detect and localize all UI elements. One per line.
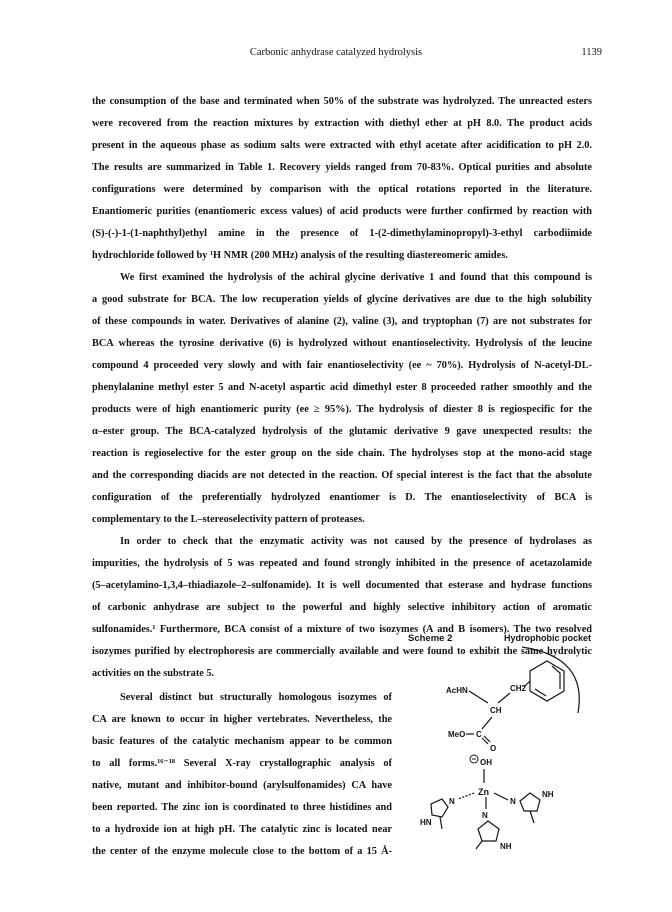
text-line: reaction is regioselective for the ester group on the side chain. The hydrolyses stop at the mono-acid stage — [92, 448, 592, 459]
text-line: a good substrate for BCA. The low recuperation yields of glycine derivatives are due to the high solubility — [92, 294, 592, 305]
text-line: and the corresponding diacids are not detected in the reaction. Of special interest is the fact that the absolute — [92, 470, 592, 481]
text-line: In order to check that the enzymatic activity was not caused by the presence of hydrolases as — [120, 536, 592, 547]
text-line: phenylalanine methyl ester 5 and N-acetyl aspartic acid dimethyl ester 8 proceeded rather smoothly and the — [92, 382, 592, 393]
carbonyl-c-label: C — [476, 730, 482, 739]
ch-label: CH — [490, 706, 502, 715]
text-line: to all forms.¹⁶⁻¹⁸ Several X-ray crystallographic analysis of — [92, 758, 392, 769]
bottom-imidazole-n-label: N — [482, 811, 488, 820]
text-line: of carbonic anhydrase are subject to the powerful and highly selective inhibitory action of aromatic — [92, 602, 592, 613]
text-line: The results are summarized in Table 1. Recovery yields ranged from 70-83%. Optical purities and absolute — [92, 162, 592, 173]
left-imidazole-hn-label: HN — [420, 818, 432, 827]
hydrophobic-pocket-label: Hydrophobic pocket — [504, 633, 592, 643]
bond — [469, 691, 488, 703]
benzene-ring — [530, 661, 564, 701]
text-line: activities on the substrate 5. — [92, 668, 215, 679]
text-line: of these compounds in water. Derivatives of alanine (2), valine (3), and tryptophan (7) are not substrates for — [92, 316, 592, 327]
right-imidazole-n-label: N — [510, 797, 516, 806]
text-line: α–ester group. The BCA-catalyzed hydrolysis of the glutamic derivative 9 gave unexpected results: the — [92, 426, 592, 437]
bond — [530, 811, 534, 823]
left-imidazole-n-label: N — [449, 797, 455, 806]
ch2-label: CH2 — [510, 684, 527, 693]
text-line: been reported. The zinc ion is coordinated to three histidines and — [92, 802, 392, 813]
text-line: complementary to the L–stereoselectivity pattern of proteases. — [92, 514, 365, 525]
bottom-imidazole-ring — [478, 821, 499, 841]
text-line: were recovered from the reaction mixtures by extraction with diethyl ether at pH 8.0. The product acids — [92, 118, 592, 129]
bond — [498, 693, 510, 703]
text-line: present in the aqueous phase as sodium salts were extracted with ethyl acetate after acidification to pH 2.0. — [92, 140, 592, 151]
page-number: 1139 — [581, 47, 602, 58]
text-line: (5–acetylamino-1,3,4–thiadiazole–2–sulfonamide). It is well documented that esterase and hydrase functions — [92, 580, 592, 591]
bond — [482, 717, 492, 729]
text-line: sulfonamides.¹ Furthermore, BCA consist of a mixture of two isozymes (A and B isomers). The two resolved — [92, 624, 592, 635]
scheme-title: Scheme 2 — [408, 633, 453, 644]
text-line: basic features of the catalytic mechanism appear to be common — [92, 736, 392, 747]
text-line: impurities, the hydrolysis of 5 was repeated and found strongly inhibited in the presence of acetazolamide — [92, 558, 592, 569]
text-line: We first examined the hydrolysis of the achiral glycine derivative 1 and found that this compound is — [120, 272, 592, 283]
aromatic-bond — [552, 666, 560, 689]
text-line: native, mutant and inhibitor-bound (arylsulfonamides) CA have — [92, 780, 392, 791]
text-line: compound 4 proceeded very slowly and with fair enantioselectivity (ee ~ 70%). Hydrolysis of N-acetyl-DL- — [92, 360, 592, 371]
running-title: Carbonic anhydrase catalyzed hydrolysis — [249, 47, 423, 58]
text-line: configurations were determined by comparison with the optical rotations reported in the literature. — [92, 184, 592, 195]
text-line: the consumption of the base and terminated when 50% of the substrate was hydrolyzed. The unreacted esters — [92, 96, 592, 107]
text-line: Several distinct but structurally homologous isozymes of — [120, 692, 392, 703]
text-line: CA are known to occur in higher vertebrates. Nevertheless, the — [92, 714, 392, 725]
text-line: to a hydroxide ion at high pH. The catalytic zinc is located near — [92, 824, 392, 835]
meo-label: MeO — [448, 730, 466, 739]
text-line: the center of the enzyme molecule close to the bottom of a 15 Å- — [92, 846, 392, 857]
coordination-bond — [494, 793, 508, 800]
text-line: Enantiomeric purities (enantiomeric excess values) of acid products were further confirmed by reaction with — [92, 206, 592, 217]
text-line: BCA whereas the tyrosine derivative (6) is hydrolyzed without enantioselectivity. Hydrolysis of the leucine — [92, 338, 592, 349]
achn-label: AcHN — [446, 686, 468, 695]
text-line: hydrochloride followed by ¹H NMR (200 MHz) analysis of the resulting diastereomeric amides. — [92, 250, 508, 261]
hydroxide-label: OH — [480, 758, 492, 767]
zinc-label: Zn — [478, 787, 489, 797]
text-line: products were of high enantiomeric purity (ee ≥ 95%). The hydrolysis of diester 8 is regiospecific for the — [92, 404, 592, 415]
coordination-bond — [458, 793, 474, 799]
bottom-imidazole-nh-label: NH — [500, 842, 512, 851]
text-line: isozymes purified by electrophoresis are commercially available and were found to exhibit the same hydrolytic — [92, 646, 592, 657]
right-imidazole-nh-label: NH — [542, 790, 554, 799]
scheme-2-diagram — [402, 597, 602, 887]
running-header — [0, 47, 672, 63]
right-imidazole-ring — [520, 793, 540, 811]
bond — [476, 841, 482, 849]
text-line: (S)-(-)-1-(1-naphthyl)ethyl amine in the presence of 1-(2-dimethylaminopropyl)-3-ethyl carbodiimide — [92, 228, 592, 239]
carbonyl-o-label: O — [490, 744, 497, 753]
left-imidazole-ring — [431, 799, 448, 817]
text-line: configuration of the preferentially hydrolyzed enantiomer is D. The enantioselectivity of BCA is — [92, 492, 592, 503]
bond — [440, 817, 442, 829]
